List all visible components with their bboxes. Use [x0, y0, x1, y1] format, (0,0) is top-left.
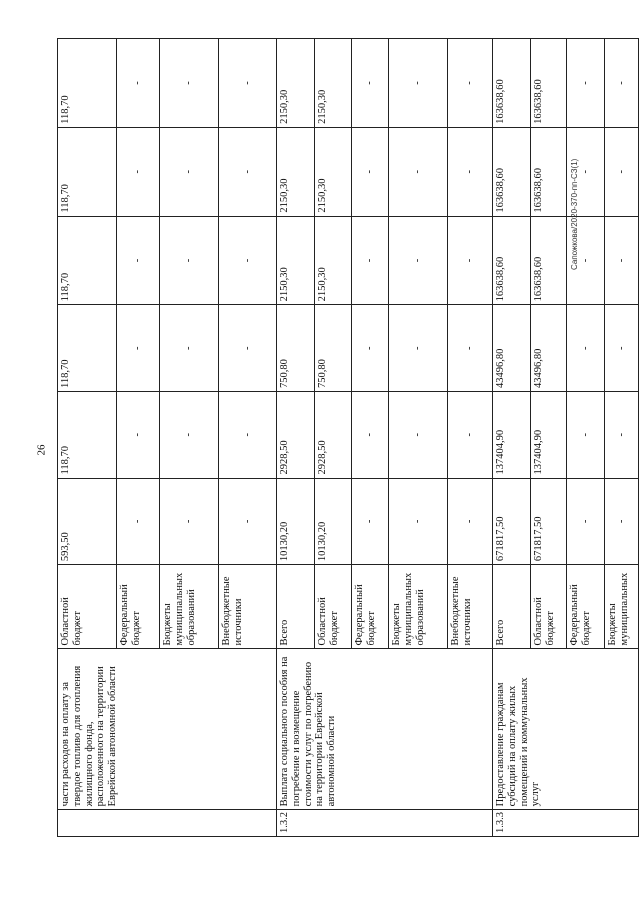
- funding-source: Бюджеты муниципальных образований: [160, 565, 219, 649]
- amount-cell: 163638,60: [531, 127, 567, 216]
- funding-source: Федеральный бюджет: [567, 565, 605, 649]
- amount-cell: -: [389, 127, 448, 216]
- amount-cell: -: [567, 305, 605, 392]
- row-number: 1.3.2: [277, 810, 493, 837]
- amount-cell: 2928,50: [315, 391, 352, 478]
- amount-cell: 118,70: [58, 39, 117, 128]
- amount-cell: 118,70: [58, 305, 117, 392]
- amount-cell: 750,80: [315, 305, 352, 392]
- amount-cell: 118,70: [58, 391, 117, 478]
- amount-cell: 118,70: [58, 216, 117, 305]
- amount-cell: 163638,60: [531, 39, 567, 128]
- funding-source: Федеральный бюджет: [352, 565, 389, 649]
- amount-cell: 43496,80: [531, 305, 567, 392]
- funding-source: Всего: [493, 565, 531, 649]
- funding-source: Областной бюджет: [531, 565, 567, 649]
- amount-cell: -: [219, 305, 277, 392]
- amount-cell: -: [160, 127, 219, 216]
- amount-cell: -: [117, 305, 160, 392]
- amount-cell: 2150,30: [277, 39, 315, 128]
- amount-cell: -: [605, 216, 639, 305]
- funding-source: Бюджеты муниципальных образований: [389, 565, 448, 649]
- amount-cell: -: [160, 305, 219, 392]
- row-number: 1.3.3: [493, 810, 639, 837]
- amount-cell: -: [567, 216, 605, 305]
- amount-cell: -: [605, 478, 639, 565]
- funding-source: Внебюджетные источники: [448, 565, 493, 649]
- amount-cell: -: [160, 39, 219, 128]
- amount-cell: -: [389, 305, 448, 392]
- amount-cell: -: [160, 478, 219, 565]
- measure-name: части расходов на оплату за твердое топливо для отопления жилищного фонда, расположенного на территории Еврейской автономной области: [58, 649, 277, 810]
- amount-cell: 2150,30: [315, 39, 352, 128]
- amount-cell: -: [219, 391, 277, 478]
- measure-name: Выплата социального пособия на погребение и возмещение стоимости услуг по погребению на территории Еврейской автономной области: [277, 649, 493, 810]
- amount-cell: -: [605, 391, 639, 478]
- amount-cell: 137404,90: [493, 391, 531, 478]
- amount-cell: -: [352, 127, 389, 216]
- amount-cell: -: [117, 127, 160, 216]
- amount-cell: -: [567, 127, 605, 216]
- page-number: 26: [35, 444, 48, 456]
- amount-cell: -: [219, 216, 277, 305]
- amount-cell: 2150,30: [277, 216, 315, 305]
- budget-table: [57, 38, 639, 837]
- amount-cell: 137404,90: [531, 391, 567, 478]
- amount-cell: 163638,60: [493, 216, 531, 305]
- funding-source: Внебюджетные источники: [219, 565, 277, 649]
- amount-cell: -: [219, 478, 277, 565]
- amount-cell: 163638,60: [531, 216, 567, 305]
- amount-cell: 10130,20: [315, 478, 352, 565]
- amount-cell: -: [389, 216, 448, 305]
- table-row: [277, 39, 315, 837]
- table-row: [493, 39, 531, 837]
- amount-cell: 10130,20: [277, 478, 315, 565]
- measure-name: Предоставление гражданам субсидий на оплату жилых помещений и коммунальных услуг: [493, 649, 639, 810]
- amount-cell: 163638,60: [493, 39, 531, 128]
- amount-cell: -: [605, 127, 639, 216]
- amount-cell: 163638,60: [493, 127, 531, 216]
- amount-cell: -: [219, 127, 277, 216]
- amount-cell: -: [117, 216, 160, 305]
- amount-cell: 671817,50: [493, 478, 531, 565]
- amount-cell: -: [352, 305, 389, 392]
- amount-cell: -: [567, 39, 605, 128]
- funding-source: Бюджеты муниципальных: [605, 565, 639, 649]
- amount-cell: -: [605, 39, 639, 128]
- amount-cell: -: [219, 39, 277, 128]
- amount-cell: -: [567, 478, 605, 565]
- amount-cell: -: [352, 216, 389, 305]
- amount-cell: 671817,50: [531, 478, 567, 565]
- funding-source: Областной бюджет: [58, 565, 117, 649]
- amount-cell: 2928,50: [277, 391, 315, 478]
- amount-cell: -: [352, 39, 389, 128]
- amount-cell: -: [352, 391, 389, 478]
- amount-cell: 43496,80: [493, 305, 531, 392]
- amount-cell: 2150,30: [315, 127, 352, 216]
- amount-cell: -: [117, 39, 160, 128]
- funding-source: Областной бюджет: [315, 565, 352, 649]
- row-number: [58, 810, 277, 837]
- amount-cell: 2150,30: [315, 216, 352, 305]
- amount-cell: -: [352, 478, 389, 565]
- amount-cell: 2150,30: [277, 127, 315, 216]
- amount-cell: -: [389, 478, 448, 565]
- amount-cell: -: [567, 391, 605, 478]
- amount-cell: 593,50: [58, 478, 117, 565]
- funding-source: Федеральный бюджет: [117, 565, 160, 649]
- amount-cell: -: [117, 391, 160, 478]
- table-row: [58, 39, 117, 837]
- amount-cell: -: [160, 216, 219, 305]
- amount-cell: -: [448, 391, 493, 478]
- amount-cell: 750,80: [277, 305, 315, 392]
- amount-cell: -: [160, 391, 219, 478]
- amount-cell: 118,70: [58, 127, 117, 216]
- document-code: Сапожкова/2020-370-пп-СЗ(1): [570, 158, 579, 270]
- amount-cell: -: [605, 305, 639, 392]
- amount-cell: -: [448, 478, 493, 565]
- amount-cell: -: [448, 305, 493, 392]
- amount-cell: -: [117, 478, 160, 565]
- amount-cell: -: [448, 127, 493, 216]
- funding-source: Всего: [277, 565, 315, 649]
- amount-cell: -: [389, 391, 448, 478]
- amount-cell: -: [389, 39, 448, 128]
- amount-cell: -: [448, 216, 493, 305]
- amount-cell: -: [448, 39, 493, 128]
